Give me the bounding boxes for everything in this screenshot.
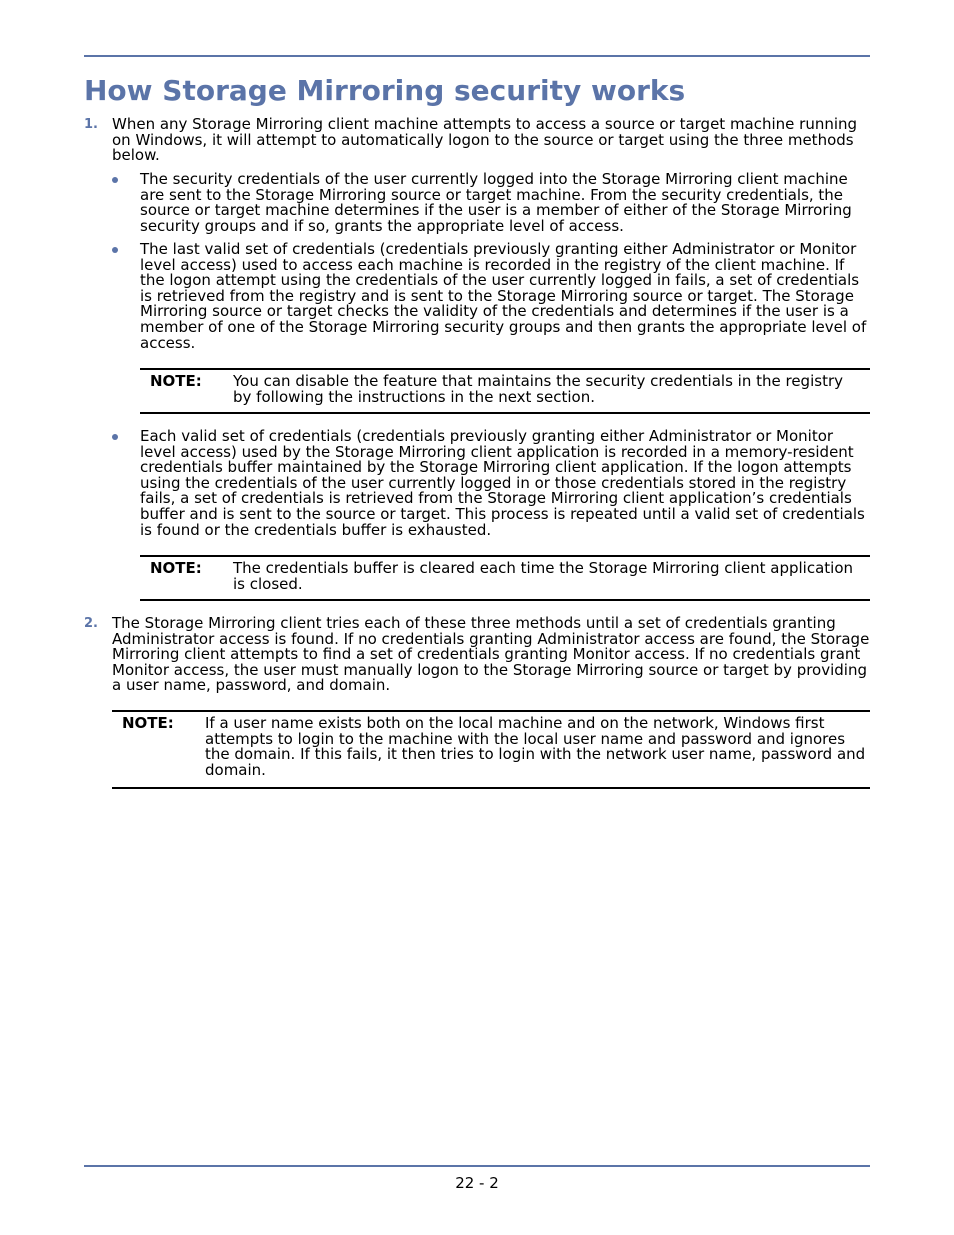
item-number: 1. [84,117,98,132]
note-label: NOTE: [122,714,174,732]
note-text: The credentials buffer is cleared each time the Storage Mirroring client application is closed. [233,559,854,593]
footer-rule [84,1165,870,1167]
note-text: You can disable the feature that maintains the security credentials in the registry by following the instructions in the next section. [233,372,843,406]
note-label: NOTE: [150,372,202,390]
note-text: If a user name exists both on the local machine and on the network, Windows first attempts to login to the machine with the local user name and password and ignores the domain. If this fails, it then tries to login with the network user name, password and domain. [205,714,866,779]
item-text: The Storage Mirroring client tries each of these three methods until a set of credentials granting Administrator access is found. If no credentials granting Administrator access are found, the Storage Mirroring client attempts to find a set of credentials granting Monitor access. If no credentials grant Monitor access, the user must manually logon to the Storage Mirroring source or target by providing a user name, password, and domain. [112,614,870,695]
bullet-text: The security credentials of the user currently logged into the Storage Mirroring client machine are sent to the Storage Mirroring source or target machine. From the security credentials, the source or target machine determines if the user is a member of either of the Storage Mirroring security groups and if so, grants the appropriate level of access. [140,170,852,235]
bullet-dot-icon [112,177,118,183]
page-number: 22 - 2 [455,1174,499,1192]
bullet-text: The last valid set of credentials (credentials previously granting either Administrator or Monitor level access) used to access each machine is recorded in the registry of the client machine. If the logon attempt using the credentials of the user currently logged in fails, a set of credentials is retrieved from the registry and is sent to the Storage Mirroring source or target. The Storage Mirroring source or target checks the validity of the credentials and determines if the user is a member of one of the Storage Mirroring security groups and then grants the appropriate level of access. [140,240,867,352]
bullet-dot-icon [112,434,118,440]
note-label: NOTE: [150,559,202,577]
note-box-2 [140,555,870,601]
note-box-3 [112,710,870,789]
item-text: When any Storage Mirroring client machine attempts to access a source or target machine running on Windows, it will attempt to automatically logon to the source or target using the three methods below. [112,115,858,165]
bullet-text: Each valid set of credentials (credentials previously granting either Administrator or Monitor level access) used by the Storage Mirroring client application is recorded in a memory-resident credentials buffer maintained by the Storage Mirroring client application. If the logon attempts using the credentials of the user currently logged in or those credentials stored in the registry fails, a set of credentials is retrieved from the Storage Mirroring client application’s credentials buffer and is sent to the source or target. This process is repeated until a valid set of credentials is found or the credentials buffer is exhausted. [140,427,865,539]
item-number: 2. [84,616,98,631]
header-rule [84,55,870,57]
bullet-dot-icon [112,247,118,253]
page-title: How Storage Mirroring security works [84,74,686,107]
note-box-1 [140,368,870,414]
